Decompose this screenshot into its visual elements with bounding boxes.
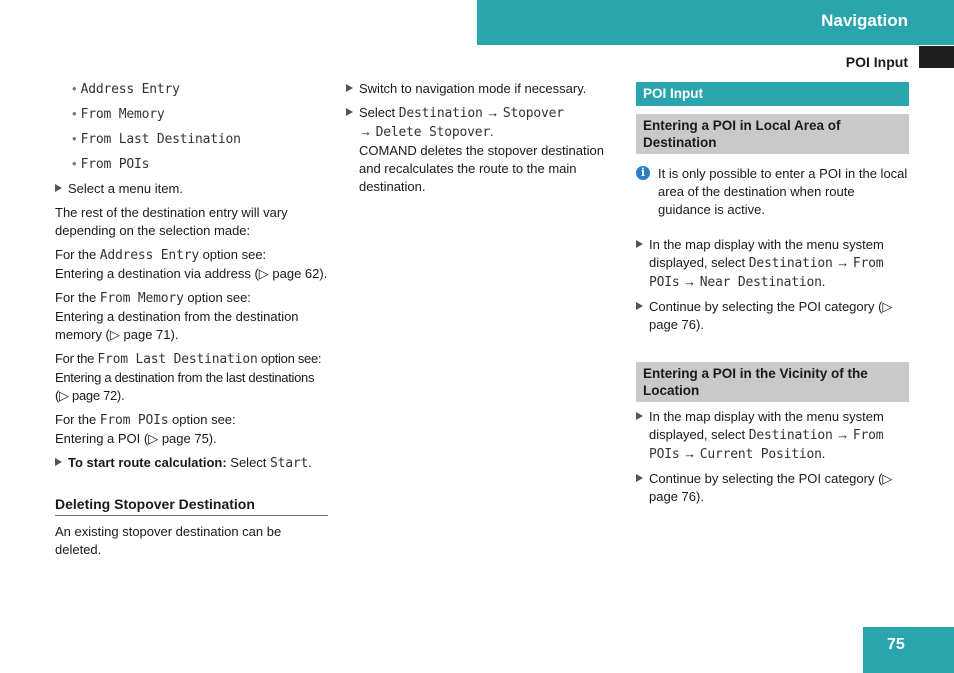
page-number-tab (863, 627, 954, 673)
poi-input-bar: POI Input (636, 82, 909, 106)
menu-option: • Address Entry (72, 81, 180, 97)
info-note (636, 165, 909, 219)
chapter-header (477, 0, 954, 45)
reference-from-last-destination: For the From Last Destination option see: Entering a destination from the last destinations (▷ page 72). (55, 351, 322, 403)
section-header: POI Input (845, 54, 908, 70)
step-switch-navigation: Switch to navigation mode if necessary. (346, 80, 621, 98)
step-select-current-position: In the map display with the menu system displayed, select Destination → From POIs → Current Position. (636, 408, 909, 464)
chapter-title: Navigation (821, 11, 908, 30)
step-delete-stopover: Select Destination → Stopover → Delete Stopover. COMAND deletes the stopover destination and recalculates the route to the main destination. (346, 104, 621, 196)
column-right (636, 82, 909, 512)
menu-option: • From POIs (72, 156, 150, 172)
step-select-category-1: Continue by selecting the POI category (▷ page 76). (636, 298, 909, 334)
section-title-deleting-stopover: Deleting Stopover Destination (55, 495, 328, 516)
info-text: It is only possible to enter a POI in the local area of the destination when route guidance is active. (658, 166, 908, 217)
step-select-menu-item: Select a menu item. (55, 180, 328, 198)
menu-option: • From Memory (72, 106, 165, 122)
column-left (55, 80, 328, 565)
heading-vicinity: Entering a POI in the Vicinity of the Location (636, 362, 909, 402)
step-start-route: To start route calculation: Select Start. (55, 454, 328, 473)
thumb-tab-marker (919, 46, 954, 68)
reference-from-memory: For the From Memory option see: Entering a destination from the destination memory (▷ page 71). (55, 290, 299, 342)
menu-option: • From Last Destination (72, 131, 241, 147)
step-select-category-2: Continue by selecting the POI category (▷ page 76). (636, 470, 909, 506)
section-text-deleting-stopover: An existing stopover destination can be deleted. (55, 524, 282, 557)
column-middle (346, 80, 621, 202)
info-icon: i (636, 166, 650, 180)
heading-local-area: Entering a POI in Local Area of Destination (636, 114, 909, 154)
reference-from-pois: For the From POIs option see: Entering a POI (▷ page 75). (55, 412, 236, 446)
intro-text: The rest of the destination entry will vary depending on the selection made: (55, 205, 288, 238)
reference-address-entry: For the Address Entry option see: Entering a destination via address (▷ page 62). (55, 247, 328, 281)
page-number: 75 (887, 636, 905, 653)
step-select-near-destination: In the map display with the menu system displayed, select Destination → From POIs → Near Destination. (636, 236, 909, 292)
